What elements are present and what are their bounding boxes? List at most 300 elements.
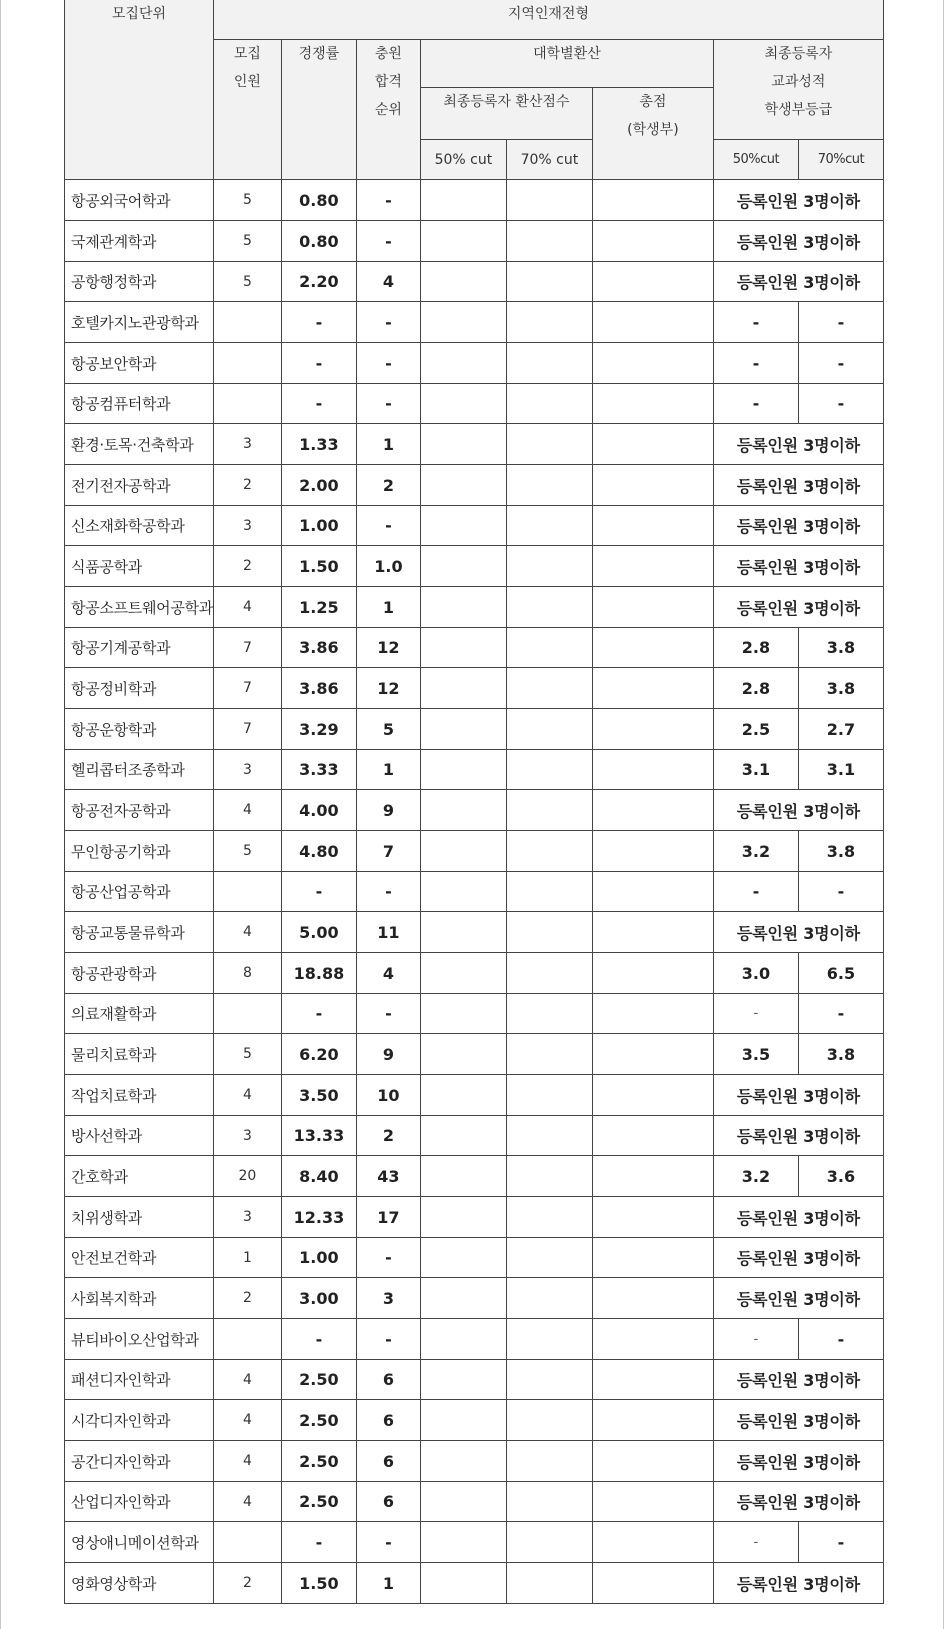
competition-ratio: 3.29 (281, 709, 356, 750)
waitlist-rank: - (356, 994, 420, 1034)
waitlist-rank: 10 (356, 1075, 420, 1116)
competition-ratio: 3.00 (281, 1278, 356, 1319)
grade-cut50: 3.2 (713, 831, 798, 872)
cut50-score (420, 262, 506, 302)
grade-note: 등록인원 3명이하 (713, 1238, 883, 1278)
header-rank-line1: 충원 (374, 46, 402, 62)
cut70-score (506, 1319, 592, 1360)
table-row (65, 953, 884, 994)
table-row (65, 424, 884, 465)
cut70-score (506, 750, 592, 790)
header-final-line3: 학생부등급 (764, 102, 833, 118)
competition-ratio: 18.88 (281, 953, 356, 994)
table-row (65, 1116, 884, 1156)
quota-count: 1 (213, 1238, 281, 1278)
department-name: 영화영상학과 (65, 1563, 214, 1604)
header-final-grade (713, 40, 883, 140)
cut50-score (420, 1034, 506, 1075)
cut50-score (420, 302, 506, 343)
waitlist-rank: 3 (356, 1278, 420, 1319)
total-score (592, 343, 713, 384)
cut50-score (420, 1441, 506, 1482)
cut70-score (506, 1360, 592, 1400)
grade-cut50: 3.5 (713, 1034, 798, 1075)
cut50-score (420, 912, 506, 953)
waitlist-rank: - (356, 872, 420, 912)
department-name: 무인항공기학과 (65, 831, 214, 872)
table-row (65, 465, 884, 506)
grade-cut50: - (713, 343, 798, 384)
cut70-score (506, 912, 592, 953)
table-row (65, 1319, 884, 1360)
cut50-score (420, 709, 506, 750)
total-score (592, 1319, 713, 1360)
cut50-score (420, 1482, 506, 1522)
header-final-line1: 최종등록자 (764, 46, 833, 62)
table-row (65, 180, 884, 221)
table-row (65, 1360, 884, 1400)
department-name: 항공운항학과 (65, 709, 214, 750)
cut70-score (506, 668, 592, 709)
cut50-score (420, 1156, 506, 1197)
total-score (592, 1116, 713, 1156)
waitlist-rank: 1 (356, 587, 420, 628)
department-name: 치위생학과 (65, 1197, 214, 1238)
waitlist-rank: 1.0 (356, 546, 420, 587)
waitlist-rank: 6 (356, 1441, 420, 1482)
department-name: 항공전자공학과 (65, 790, 214, 831)
cut70-score (506, 1563, 592, 1604)
total-score (592, 1197, 713, 1238)
quota-count: 4 (213, 1400, 281, 1441)
competition-ratio: 2.50 (281, 1360, 356, 1400)
department-name: 공항행정학과 (65, 262, 214, 302)
cut70-score (506, 953, 592, 994)
waitlist-rank: 17 (356, 1197, 420, 1238)
quota-count: 5 (213, 1034, 281, 1075)
quota-count: 5 (213, 831, 281, 872)
page-border-left (0, 0, 1, 1629)
cut50-score (420, 384, 506, 424)
quota-count: 4 (213, 790, 281, 831)
department-name: 신소재화학공학과 (65, 506, 214, 546)
competition-ratio: - (281, 343, 356, 384)
table-row (65, 1034, 884, 1075)
header-admission-type: 지역인재전형 (213, 0, 883, 40)
cut70-score (506, 1400, 592, 1441)
waitlist-rank: 6 (356, 1360, 420, 1400)
total-score (592, 465, 713, 506)
grade-cut70: - (798, 994, 883, 1034)
quota-count: 2 (213, 465, 281, 506)
quota-count: 3 (213, 1197, 281, 1238)
table-row (65, 343, 884, 384)
cut70-score (506, 1034, 592, 1075)
quota-count: 5 (213, 180, 281, 221)
grade-note: 등록인원 3명이하 (713, 221, 883, 262)
grade-cut50: 3.2 (713, 1156, 798, 1197)
cut70-score (506, 790, 592, 831)
competition-ratio: 1.00 (281, 1238, 356, 1278)
grade-cut50: 2.8 (713, 628, 798, 668)
total-score (592, 668, 713, 709)
waitlist-rank: 6 (356, 1400, 420, 1441)
competition-ratio: 4.00 (281, 790, 356, 831)
total-score (592, 750, 713, 790)
total-score (592, 790, 713, 831)
cut70-score (506, 1156, 592, 1197)
competition-ratio: 1.00 (281, 506, 356, 546)
grade-note: 등록인원 3명이하 (713, 262, 883, 302)
department-name: 물리치료학과 (65, 1034, 214, 1075)
grade-cut50: - (713, 384, 798, 424)
quota-count: 3 (213, 424, 281, 465)
table-row (65, 668, 884, 709)
grade-cut70: - (798, 343, 883, 384)
header-rank-line3: 순위 (374, 102, 402, 118)
quota-count (213, 1319, 281, 1360)
competition-ratio: 2.50 (281, 1482, 356, 1522)
competition-ratio: 4.80 (281, 831, 356, 872)
header-cut70: 70% cut (506, 140, 592, 180)
competition-ratio: 6.20 (281, 1034, 356, 1075)
total-score (592, 1482, 713, 1522)
cut70-score (506, 1278, 592, 1319)
total-score (592, 384, 713, 424)
table-row (65, 994, 884, 1034)
cut70-score (506, 994, 592, 1034)
grade-cut70: 3.8 (798, 1034, 883, 1075)
table-row (65, 709, 884, 750)
waitlist-rank: 11 (356, 912, 420, 953)
department-name: 영상애니메이션학과 (65, 1522, 214, 1563)
department-name: 항공컴퓨터학과 (65, 384, 214, 424)
cut50-score (420, 1238, 506, 1278)
cut50-score (420, 1278, 506, 1319)
cut70-score (506, 1116, 592, 1156)
grade-note: 등록인원 3명이하 (713, 912, 883, 953)
cut50-score (420, 1360, 506, 1400)
grade-note: 등록인원 3명이하 (713, 424, 883, 465)
table-row (65, 1197, 884, 1238)
quota-count: 4 (213, 1075, 281, 1116)
grade-note: 등록인원 3명이하 (713, 1360, 883, 1400)
waitlist-rank: 9 (356, 790, 420, 831)
waitlist-rank: - (356, 180, 420, 221)
header-grade50: 50%cut (713, 140, 798, 180)
table-row (65, 628, 884, 668)
waitlist-rank: 4 (356, 262, 420, 302)
cut50-score (420, 221, 506, 262)
quota-count: 3 (213, 1116, 281, 1156)
header-quota-line1: 모집 (233, 46, 261, 62)
header-total-line1: 총점 (639, 94, 667, 110)
waitlist-rank: - (356, 506, 420, 546)
waitlist-rank: - (356, 221, 420, 262)
cut70-score (506, 180, 592, 221)
waitlist-rank: 1 (356, 424, 420, 465)
total-score (592, 1400, 713, 1441)
waitlist-rank: - (356, 1319, 420, 1360)
cut50-score (420, 424, 506, 465)
competition-ratio: 0.80 (281, 221, 356, 262)
table-row (65, 1400, 884, 1441)
grade-note: 등록인원 3명이하 (713, 587, 883, 628)
department-name: 작업치료학과 (65, 1075, 214, 1116)
quota-count: 5 (213, 221, 281, 262)
department-name: 항공관광학과 (65, 953, 214, 994)
total-score (592, 262, 713, 302)
quota-count (213, 1522, 281, 1563)
cut50-score (420, 1116, 506, 1156)
quota-count (213, 302, 281, 343)
grade-cut70: 2.7 (798, 709, 883, 750)
competition-ratio: 1.25 (281, 587, 356, 628)
grade-note: 등록인원 3명이하 (713, 1075, 883, 1116)
department-name: 식품공학과 (65, 546, 214, 587)
total-score (592, 1522, 713, 1563)
grade-note: 등록인원 3명이하 (713, 1278, 883, 1319)
competition-ratio: 3.33 (281, 750, 356, 790)
waitlist-rank: - (356, 1238, 420, 1278)
department-name: 방사선학과 (65, 1116, 214, 1156)
grade-note: 등록인원 3명이하 (713, 180, 883, 221)
quota-count: 4 (213, 912, 281, 953)
header-total (592, 88, 713, 180)
grade-cut50: - (713, 872, 798, 912)
grade-cut50: 3.1 (713, 750, 798, 790)
cut50-score (420, 546, 506, 587)
cut50-score (420, 1563, 506, 1604)
grade-note: 등록인원 3명이하 (713, 1197, 883, 1238)
department-name: 간호학과 (65, 1156, 214, 1197)
competition-ratio: - (281, 994, 356, 1034)
waitlist-rank: 2 (356, 465, 420, 506)
cut50-score (420, 343, 506, 384)
waitlist-rank: 5 (356, 709, 420, 750)
quota-count (213, 994, 281, 1034)
waitlist-rank: 7 (356, 831, 420, 872)
competition-ratio: 8.40 (281, 1156, 356, 1197)
cut50-score (420, 1319, 506, 1360)
total-score (592, 709, 713, 750)
competition-ratio: 1.33 (281, 424, 356, 465)
grade-cut50: 2.5 (713, 709, 798, 750)
department-name: 항공외국어학과 (65, 180, 214, 221)
table-row (65, 1482, 884, 1522)
grade-note: 등록인원 3명이하 (713, 1563, 883, 1604)
competition-ratio: 3.50 (281, 1075, 356, 1116)
total-score (592, 1563, 713, 1604)
grade-note: 등록인원 3명이하 (713, 546, 883, 587)
total-score (592, 1075, 713, 1116)
department-name: 전기전자공학과 (65, 465, 214, 506)
department-name: 산업디자인학과 (65, 1482, 214, 1522)
total-score (592, 831, 713, 872)
total-score (592, 180, 713, 221)
cut50-score (420, 1400, 506, 1441)
total-score (592, 424, 713, 465)
quota-count: 7 (213, 709, 281, 750)
total-score (592, 546, 713, 587)
grade-cut70: 3.8 (798, 628, 883, 668)
table-row (65, 302, 884, 343)
quota-count: 20 (213, 1156, 281, 1197)
table-row (65, 1278, 884, 1319)
total-score (592, 628, 713, 668)
total-score (592, 587, 713, 628)
table-row (65, 831, 884, 872)
cut70-score (506, 872, 592, 912)
cut70-score (506, 1075, 592, 1116)
waitlist-rank: - (356, 343, 420, 384)
cut70-score (506, 709, 592, 750)
table-row (65, 546, 884, 587)
department-name: 호텔카지노관광학과 (65, 302, 214, 343)
department-name: 뷰티바이오산업학과 (65, 1319, 214, 1360)
waitlist-rank: 2 (356, 1116, 420, 1156)
total-score (592, 872, 713, 912)
grade-note: 등록인원 3명이하 (713, 506, 883, 546)
grade-cut70: 6.5 (798, 953, 883, 994)
header-univ-conversion: 대학별환산 (420, 40, 713, 88)
total-score (592, 1238, 713, 1278)
grade-cut70: 3.8 (798, 668, 883, 709)
cut70-score (506, 628, 592, 668)
competition-ratio: - (281, 1319, 356, 1360)
table-row (65, 1238, 884, 1278)
quota-count (213, 384, 281, 424)
table-row (65, 1441, 884, 1482)
cut70-score (506, 587, 592, 628)
department-name: 시각디자인학과 (65, 1400, 214, 1441)
cut50-score (420, 180, 506, 221)
quota-count (213, 872, 281, 912)
cut50-score (420, 628, 506, 668)
quota-count: 3 (213, 506, 281, 546)
department-name: 의료재활학과 (65, 994, 214, 1034)
quota-count: 5 (213, 262, 281, 302)
table-row (65, 1156, 884, 1197)
cut70-score (506, 831, 592, 872)
competition-ratio: 1.50 (281, 1563, 356, 1604)
department-name: 항공산업공학과 (65, 872, 214, 912)
grade-note: 등록인원 3명이하 (713, 1400, 883, 1441)
waitlist-rank: 1 (356, 750, 420, 790)
total-score (592, 221, 713, 262)
department-name: 항공정비학과 (65, 668, 214, 709)
waitlist-rank: 43 (356, 1156, 420, 1197)
department-name: 항공교통물류학과 (65, 912, 214, 953)
total-score (592, 1441, 713, 1482)
total-score (592, 1034, 713, 1075)
cut70-score (506, 221, 592, 262)
competition-ratio: 3.86 (281, 628, 356, 668)
total-score (592, 953, 713, 994)
cut50-score (420, 994, 506, 1034)
total-score (592, 912, 713, 953)
department-name: 항공소프트웨어공학과 (65, 587, 214, 628)
table-body (65, 180, 884, 1604)
cut70-score (506, 546, 592, 587)
total-score (592, 994, 713, 1034)
header-unit: 모집단위 (65, 0, 214, 180)
competition-ratio: 5.00 (281, 912, 356, 953)
table-row (65, 587, 884, 628)
admission-results-table (64, 0, 884, 1604)
cut50-score (420, 953, 506, 994)
table-row (65, 262, 884, 302)
competition-ratio: 2.50 (281, 1400, 356, 1441)
table-row (65, 1075, 884, 1116)
cut50-score (420, 587, 506, 628)
cut50-score (420, 750, 506, 790)
competition-ratio: - (281, 1522, 356, 1563)
table-row (65, 1563, 884, 1604)
competition-ratio: - (281, 384, 356, 424)
cut70-score (506, 1482, 592, 1522)
table-row (65, 1522, 884, 1563)
waitlist-rank: - (356, 302, 420, 343)
waitlist-rank: 4 (356, 953, 420, 994)
quota-count: 7 (213, 628, 281, 668)
grade-note: 등록인원 3명이하 (713, 1116, 883, 1156)
cut50-score (420, 668, 506, 709)
grade-cut50: 2.8 (713, 668, 798, 709)
cut50-score (420, 1522, 506, 1563)
cut70-score (506, 262, 592, 302)
table-row (65, 750, 884, 790)
competition-ratio: - (281, 302, 356, 343)
table-row (65, 790, 884, 831)
grade-note: 등록인원 3명이하 (713, 1482, 883, 1522)
cut70-score (506, 1441, 592, 1482)
waitlist-rank: 6 (356, 1482, 420, 1522)
grade-note: 등록인원 3명이하 (713, 790, 883, 831)
waitlist-rank: 12 (356, 628, 420, 668)
quota-count: 4 (213, 1360, 281, 1400)
cut50-score (420, 1197, 506, 1238)
cut70-score (506, 1522, 592, 1563)
cut70-score (506, 1197, 592, 1238)
competition-ratio: - (281, 872, 356, 912)
quota-count: 8 (213, 953, 281, 994)
table-row (65, 872, 884, 912)
quota-count: 3 (213, 750, 281, 790)
cut50-score (420, 790, 506, 831)
table-row (65, 912, 884, 953)
cut70-score (506, 1238, 592, 1278)
waitlist-rank: 12 (356, 668, 420, 709)
grade-cut70: - (798, 1522, 883, 1563)
department-name: 환경·토목·건축학과 (65, 424, 214, 465)
header-cut50: 50% cut (420, 140, 506, 180)
department-name: 사회복지학과 (65, 1278, 214, 1319)
total-score (592, 302, 713, 343)
header-conversion-score: 최종등록자 환산점수 (420, 88, 592, 140)
table-row (65, 221, 884, 262)
quota-count: 2 (213, 546, 281, 587)
waitlist-rank: - (356, 384, 420, 424)
department-name: 항공보안학과 (65, 343, 214, 384)
grade-cut50: - (713, 1522, 798, 1563)
cut70-score (506, 343, 592, 384)
cut50-score (420, 831, 506, 872)
competition-ratio: 3.86 (281, 668, 356, 709)
competition-ratio: 2.00 (281, 465, 356, 506)
total-score (592, 506, 713, 546)
header-ratio: 경쟁률 (281, 40, 356, 180)
